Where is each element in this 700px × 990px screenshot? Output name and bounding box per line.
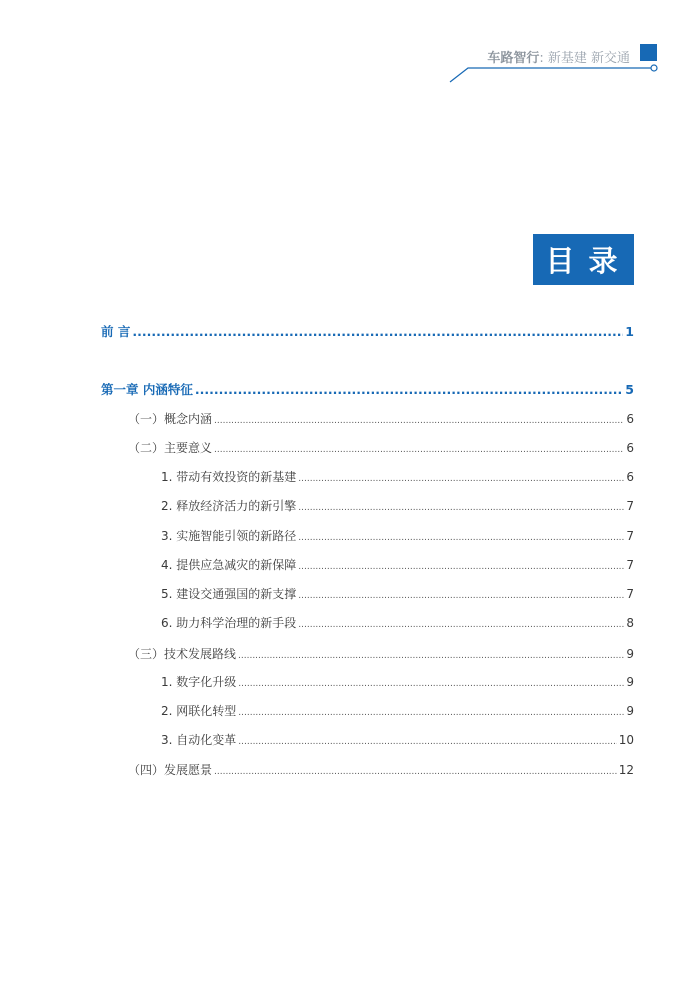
toc-entry-page: 6 (626, 412, 634, 426)
toc-entry-label: 6. 助力科学治理的新手段 (161, 616, 297, 630)
toc-entry-page: 5 (625, 382, 634, 397)
toc-entry-page: 9 (626, 675, 634, 689)
toc-entry-label: （一）概念内涵 (128, 412, 213, 426)
toc-entry-page: 9 (626, 647, 634, 661)
header-subtitle: 新基建 新交通 (547, 51, 630, 66)
toc-subsection-entry[interactable] (161, 731, 634, 751)
toc-entry-label: （二）主要意义 (128, 441, 213, 455)
toc-subsection-entry[interactable] (161, 468, 634, 488)
header-line-dot (651, 65, 657, 71)
header-line-path (450, 68, 651, 82)
toc-entry-page: 10 (618, 733, 634, 747)
toc-entry-page: 6 (626, 470, 634, 484)
toc-subsection-entry[interactable] (161, 585, 634, 605)
toc-leader-dots (298, 591, 624, 601)
toc-leader-dots (238, 679, 624, 689)
toc-entry-page: 6 (626, 441, 634, 455)
toc-leader-dots (298, 533, 624, 543)
toc-leader-dots (298, 503, 624, 513)
toc-entry-page: 1 (625, 324, 634, 339)
toc-subsection-entry[interactable] (161, 614, 634, 634)
toc-entry-label: 第一章 内涵特征 (101, 382, 193, 397)
toc-section-entry[interactable] (128, 761, 634, 781)
toc-leader-dots (298, 620, 624, 630)
toc-leader-dots (214, 767, 617, 777)
toc-entry-label: 2. 网联化转型 (161, 704, 237, 718)
toc-entry-label: （三）技术发展路线 (128, 647, 237, 661)
toc-subsection-entry[interactable] (161, 527, 634, 547)
header-square-icon (640, 44, 657, 61)
toc-leader-dots (214, 445, 624, 455)
header-separator: : (539, 51, 544, 66)
toc-subsection-entry[interactable] (161, 497, 634, 517)
toc-chapter-entry[interactable] (101, 380, 634, 400)
toc-leader-dots (238, 708, 624, 718)
toc-subsection-entry[interactable] (161, 673, 634, 693)
toc-entry-label: 4. 提供应急减灾的新保障 (161, 558, 297, 572)
toc-entry-page: 12 (618, 763, 634, 777)
toc-leader-dots (238, 737, 616, 747)
toc-leader-dots (195, 382, 623, 397)
toc-chapter-entry[interactable] (101, 322, 634, 342)
toc-entry-page: 7 (626, 529, 634, 543)
toc-leader-dots (238, 651, 624, 661)
toc-section-entry[interactable] (128, 410, 634, 430)
toc-entry-page: 7 (626, 499, 634, 513)
header-brand: 车路智行 (487, 51, 540, 66)
toc-entry-label: 3. 自动化变革 (161, 733, 237, 747)
toc-entry-label: 前 言 (101, 324, 131, 339)
toc-section-entry[interactable] (128, 439, 634, 459)
toc-leader-dots (298, 474, 624, 484)
toc-entry-page: 7 (626, 558, 634, 572)
toc-entry-page: 7 (626, 587, 634, 601)
header-decorative-line (448, 64, 660, 84)
toc-entry-label: 1. 带动有效投资的新基建 (161, 470, 297, 484)
toc-subsection-entry[interactable] (161, 702, 634, 722)
toc-subsection-entry[interactable] (161, 556, 634, 576)
toc-leader-dots (298, 562, 624, 572)
toc-entry-label: 3. 实施智能引领的新路径 (161, 529, 297, 543)
toc-leader-dots (214, 416, 624, 426)
toc-entry-label: 1. 数字化升级 (161, 675, 237, 689)
toc-entry-page: 8 (626, 616, 634, 630)
toc-entry-label: （四）发展愿景 (128, 763, 213, 777)
toc-entry-label: 5. 建设交通强国的新支撑 (161, 587, 297, 601)
page-title: 目录 (533, 234, 634, 285)
toc-entry-label: 2. 释放经济活力的新引擎 (161, 499, 297, 513)
toc-section-entry[interactable] (128, 645, 634, 665)
toc-entry-page: 9 (626, 704, 634, 718)
toc-leader-dots (132, 324, 623, 339)
